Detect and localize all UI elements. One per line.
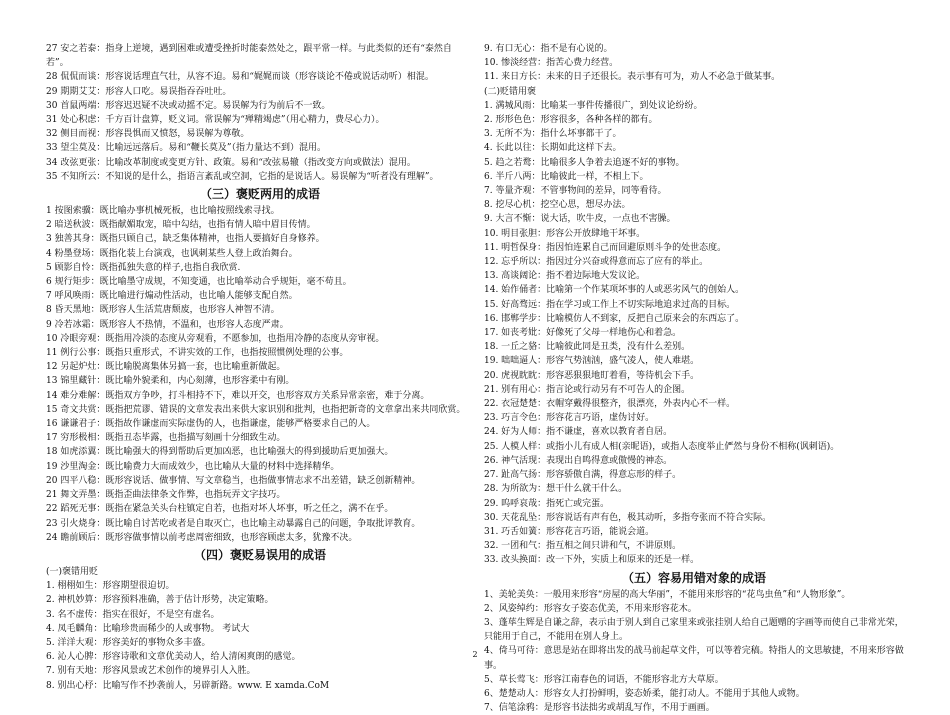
- list-item: 10. 惨淡经营：指苦心费力经营。: [484, 58, 619, 69]
- list-item: 2、风姿绰约：形容女子姿态优美，不用来形容花木。: [484, 603, 697, 614]
- list-item: 1 按图索骥：既比喻办事机械死板，也比喻按照线索寻找。: [46, 206, 280, 217]
- list-item: 17. 如丧考妣：好像死了父母一样地伤心和着急。: [484, 328, 682, 339]
- top-list: [484, 42, 904, 85]
- list-item: 11 例行公事：既指只重形式，不讲实效的工作，也指按照惯例处理的公事。: [46, 348, 349, 359]
- list-item: 1、美轮美奂：一般用来形容“房屋的高大华丽”，不能用来形容的“花鸟虫鱼”和“人物形象”。: [484, 589, 851, 600]
- list-item: 21. 别有用心：指言论或行动另有不可告人的企图。: [484, 384, 691, 395]
- list-item: 8 昏天黑地：既形容人生活荒唐颓废，也形容人神智不清。: [46, 305, 280, 316]
- list-item: 2 暗送秋波：既指献媚取宠，暗中勾结，也指有情人暗中眉目传情。: [46, 220, 316, 231]
- list-item: 4、倚马可待：意思是站在即将出发的战马前起草文件，可以等着完稿。特指人的文思敏捷，不用来形容做事。: [484, 646, 904, 671]
- list-item: 5. 洋洋大观：形容美好的事物众多丰盛。: [46, 637, 211, 648]
- list-item: 19. 咄咄逼人：形容气势汹汹，盛气凌人，使人难堪。: [484, 356, 700, 367]
- section-title-commendatory-derogatory: （三）褒贬两用的成语: [199, 187, 320, 202]
- list-item: 5 顾影自怜：既指孤独失意的样子,也指自我欣赏.: [46, 262, 241, 273]
- list-item: 7. 等量齐观：不管事物间的差异，同等看待。: [484, 186, 667, 197]
- list-item: 2. 形形色色：形容很多，各种各样的都有。: [484, 115, 658, 126]
- list-item: 12 另起炉灶：既比喻脱离集体另搞一套，也比喻重新做起。: [46, 362, 286, 373]
- left-column: [46, 42, 474, 693]
- list-item: 16 谦谦君子：既指故作谦虚而实际虚伪的人，也指谦虚，能够严格要求自己的人。: [46, 419, 376, 430]
- list-item: 27 安之若泰：指身上逆境，遇到困难或遭受挫折时能泰然处之，跟平常一样。与此类似的还有“泰然自若”。: [46, 44, 452, 69]
- list-item: 32. 一团和气：指互相之间只讲和气，不讲原则。: [484, 541, 682, 552]
- list-item: 18 如虎添翼：既比喻强大的得到帮助后更加凶恶，也比喻强大的得到援助后更加强大。: [46, 447, 394, 458]
- list-item: 26. 神气活现：表现出自鸣得意或傲慢的神态。: [484, 455, 673, 466]
- list-item: 22 蹈死无事：既指在紧急关头台柱镇定自若，也指对坏人坏事，听之任之，满不在乎。: [46, 504, 394, 515]
- list-item: 3 独善其身：既指只顾自己，缺乏集体精神，也指人要搞好自身修养。: [46, 234, 325, 245]
- list-item: 10 冷眼旁观：既指用冷淡的态度从旁观看，不愿参加，也指用冷静的态度从旁审视。: [46, 333, 385, 344]
- list-item: 7. 别有天地：形容风景或艺术创作的境界引人入胜。: [46, 666, 256, 677]
- list-item: 14 难分难解：既指双方争吵，打斗相持不下，难以开交，也形容双方关系异常亲密，难于分离。: [46, 390, 430, 401]
- list-item: 28. 为所欲为：想干什么就干什么。: [484, 484, 628, 495]
- list-item: 23 引火烧身：既比喻自讨苦吃或者是自取灭亡，也比喻主动暴露自己的问题，争取批评教育。: [46, 518, 421, 529]
- list-item: 7、信笔涂鸦：是形容书法拙劣或胡乱写作，不用于画画。: [484, 703, 715, 714]
- list-item: 28 侃侃而谈：形容说话理直气壮，从容不迫。易和“娓娓而谈（形容谈论不倦或说话动听）相混。: [46, 72, 434, 83]
- list-item: 18. 一丘之貉：比喻彼此同是丑类，没有什么差别。: [484, 342, 691, 353]
- list-item: 8. 挖尽心机：挖空心思，想尽办法。: [484, 200, 631, 211]
- list-item: 3. 无所不为：指什么坏事都干了。: [484, 129, 622, 140]
- list-item: 29. 呜呼哀哉：指死亡或完蛋。: [484, 498, 610, 509]
- list-item: 5. 趋之若鹜：比喻很多人争着去追逐不好的事物。: [484, 157, 685, 168]
- list-item: 9. 大言不惭：说大话，吹牛皮，一点也不害臊。: [484, 214, 676, 225]
- list-item: 20. 虎视眈眈：形容恶狠狠地盯着看，等待机会下手。: [484, 370, 700, 381]
- list-item: 34 改弦更张：比喻改革制度或变更方针、政策。易和“改弦易辙（指改变方向或做法）混用。: [46, 157, 416, 168]
- list-item: 6. 半斤八两：比喻彼此一样，不相上下。: [484, 171, 649, 182]
- list-item: 32 侧目而视：形容畏惧而又愤怒，易误解为尊敬。: [46, 129, 250, 140]
- section-title-wrong-object: （五）容易用错对象的成语: [621, 570, 766, 585]
- list-item: 21 舞文弄墨：既指歪曲法律条文作弊，也指玩弄文字技巧。: [46, 490, 286, 501]
- list-item: 14. 始作俑者：比喻第一个作某项坏事的人或恶劣风气的创始人。: [484, 285, 745, 296]
- list-item: 1. 栩栩如生：形容期望很迫切。: [46, 581, 175, 592]
- list-item: 11. 明哲保身：指因怕连累自己而回避原则斗争的处世态度。: [484, 242, 727, 253]
- list-item: 10. 明目张胆：形容公开放肆地干坏事。: [484, 228, 646, 239]
- list-item: 30. 天花乱坠：形容说话有声有色，极其动听，多指夸张而不符合实际。: [484, 512, 772, 523]
- list-item: 24 瞻前顾后：既形容做事情以前考虑周密细致，也形容顾虑太多，犹豫不决。: [46, 532, 358, 543]
- list-item: 9. 有口无心：指不是有心说的。: [484, 44, 613, 54]
- list-item: 13. 高谈阔论：指不着边际地大发议论。: [484, 271, 646, 282]
- list-item: 6 规行矩步：既比喻墨守成规，不知变通，也比喻举动合乎规矩，毫不苟且。: [46, 277, 352, 288]
- list-item: 15 奇文共赏：既指把荒谬、错误的文章发表出来供大家识别和批判，也指把新奇的文章拿出来共同欣赏。: [46, 404, 466, 415]
- list-item: 6. 沁人心脾：形容诗歌和文章优美动人，给人清闲爽朗的感觉。: [46, 652, 301, 663]
- list-item: 16. 邯郸学步：比喻模仿人不到家，反把自己原来会的东西忘了。: [484, 313, 745, 324]
- list-item: 24. 好为人师：指不谦虚，喜欢以教育者自居。: [484, 427, 673, 438]
- list-item: 6、楚楚动人：形容女人打扮鲜明，姿态娇柔，能打动人。不能用于其他人或物。: [484, 688, 805, 699]
- section4-list: [46, 579, 474, 693]
- list-item: 8. 别出心杼：比喻写作不抄袭前人，另辟新路。www. E xamda.CoM: [46, 680, 330, 691]
- section3-list: [46, 204, 474, 545]
- list-item: 27. 趾高气扬：形容骄傲自满，得意忘形的样子。: [484, 470, 682, 481]
- list-item: 35 不知所云：不知说的是什么，指语言紊乱或空洞，它指的是说话人。易误解为“听者没有理解”。: [46, 171, 439, 182]
- list-item: 4. 长此以往：长期如此这样下去。: [484, 143, 622, 154]
- list-item: 7 呼风唤雨：既比喻进行煽动性活动，也比喻人能够支配自然。: [46, 291, 298, 302]
- list-item: 15. 好高骛远：指在学习或工作上不切实际地追求过高的目标。: [484, 299, 736, 310]
- list-item: 23. 巧言令色：形容花言巧语，虚伪讨好。: [484, 413, 655, 424]
- right-column: [484, 42, 904, 715]
- list-item: 3. 名不虚传：指实在很好，不是空有虚名。: [46, 609, 220, 620]
- list-item: 9 冷若冰霜：既形容人不热情，不温和，也形容人态度严肃。: [46, 319, 289, 330]
- list-item: 25. 人模人样：或指小儿有成人相(亲昵语)，或指人态度举止俨然与身份不相称(讽刺语)。: [484, 441, 840, 452]
- page-number: 2: [472, 650, 478, 659]
- list-item: 17 穷形极相：既指丑态毕露，也指描写刻画十分细致生动。: [46, 433, 286, 444]
- list-item: 20 四平八稳：既形容说话、做事情、写文章稳当，也指做事情志求不出差错，缺乏创新精神。: [46, 475, 421, 486]
- list-item: 22. 衣冠楚楚：衣帽穿戴得很整齐，很漂亮，外表内心不一样。: [484, 399, 736, 410]
- list-item: 4 粉墨登场：既指化装上台演戏，也讽刺某些人登上政治舞台。: [46, 248, 298, 259]
- list-item: 2. 神机妙算：形容预料准确，善于估计形势，决定策略。: [46, 595, 274, 606]
- derogatory-as-commendatory-list: [484, 99, 904, 568]
- list-item: 1. 满城风雨：比喻某一事件传播很广，到处议论纷纷。: [484, 100, 703, 111]
- list-item: 13 锦里藏针：既比喻外貌柔和，内心刻薄，也形容柔中有刚。: [46, 376, 295, 387]
- subsection-heading: (二)贬错用褒: [484, 86, 537, 97]
- section-title-easily-misused: （四）褒贬易误用的成语: [193, 547, 326, 562]
- list-item: 19 沙里淘金：既比喻费力大而成效少，也比喻从大量的材料中选择精华。: [46, 461, 340, 472]
- list-item: 11. 来日方长：未来的日子还很长。表示事有可为，劝人不必急于做某事。: [484, 72, 781, 83]
- list-item: 33 望尘莫及：比喻远远落后。易和“鞭长莫及”（指力量达不到）混用。: [46, 143, 327, 154]
- list-item: 31 处心积虑：千方百计盘算，贬义词。常误解为“殚精竭虑”（用心精力，费尽心力）。: [46, 115, 385, 126]
- list-item: 30 首鼠两端：形容迟迟疑不决或动摇不定。易误解为行为前后不一致。: [46, 100, 331, 111]
- list-item: 29 期期艾艾：形容人口吃。易误指吞吞吐吐。: [46, 86, 232, 97]
- list-item: 5、草长莺飞：形容江南春色的词语，不能形容北方大草原。: [484, 674, 724, 685]
- list-item: 12. 忘乎所以：指因过分兴奋或得意而忘了应有的举止。: [484, 257, 709, 268]
- list-item: 31. 巧舌如簧：形容花言巧语，能说会道。: [484, 526, 655, 537]
- list-item: 3、蓬荜生辉是自谦之辞，表示由于别人到自己家里来或张挂别人给自己题赠的字画等而使自己非常光荣，只能用于自己，不能用在别人身上。: [484, 617, 904, 643]
- list-item: 4. 凤毛麟角：比喻珍贵而稀少的人或事物。 考试大: [46, 623, 250, 634]
- intro-list: [46, 42, 474, 184]
- list-item: 33. 改头换面：改一下外，实质上和原来的还是一样。: [484, 555, 700, 566]
- subsection-heading: (一)褒错用贬: [46, 566, 99, 577]
